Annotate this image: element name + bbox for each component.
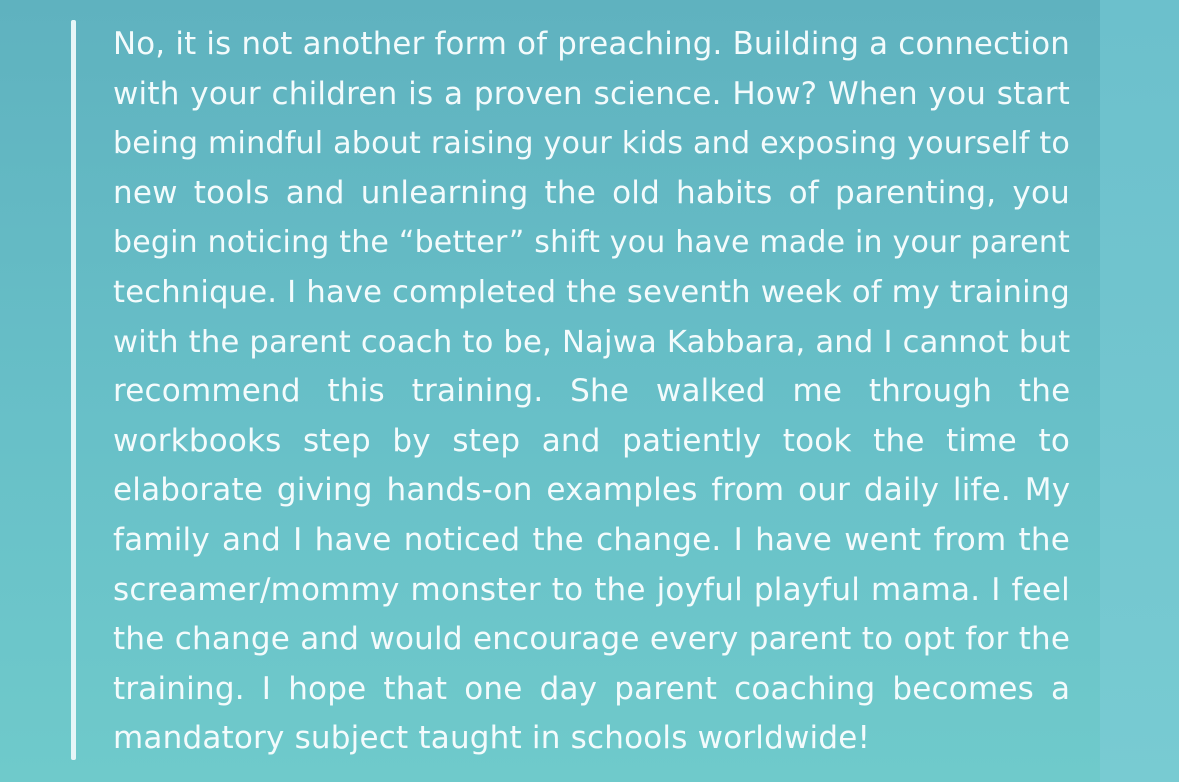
quote-accent-bar [71, 20, 76, 760]
testimonial-text [113, 20, 1070, 764]
testimonial-line-11: family and I have noticed the change. I have went from the [113, 521, 1070, 558]
testimonial-line-2: with your children is a proven science. How? When you start [113, 75, 1070, 112]
testimonial-line-13: the change and would encourage every parent to opt for the [113, 621, 1071, 658]
background-edge-strip [1100, 0, 1179, 782]
testimonial-line-9: workbooks step by step and patiently took the time to [113, 422, 1070, 459]
testimonial-line-14: training. I hope that one day parent coaching becomes a [113, 670, 1071, 707]
testimonial-line-4: new tools and unlearning the old habits of parenting, you [113, 174, 1070, 211]
testimonial-line-7: with the parent coach to be, Najwa Kabbara, and I cannot but [113, 324, 1071, 360]
testimonial-line-12: screamer/mommy monster to the joyful playful mama. I feel [113, 571, 1070, 608]
testimonial-line-15: mandatory subject taught in schools worldwide! [113, 720, 871, 757]
testimonial-line-1: No, it is not another form of preaching. Building a connection [113, 26, 1070, 62]
testimonial-line-3: being mindful about raising your kids and exposing yourself to [113, 126, 1070, 162]
testimonial-line-5: begin noticing the “better” shift you have made in your parent [113, 225, 1070, 261]
testimonial-line-8: recommend this training. She walked me through the [113, 373, 1071, 410]
testimonial-line-10: elaborate giving hands-on examples from our daily life. My [113, 472, 1071, 509]
testimonial-line-6: technique. I have completed the seventh week of my training [113, 274, 1070, 310]
